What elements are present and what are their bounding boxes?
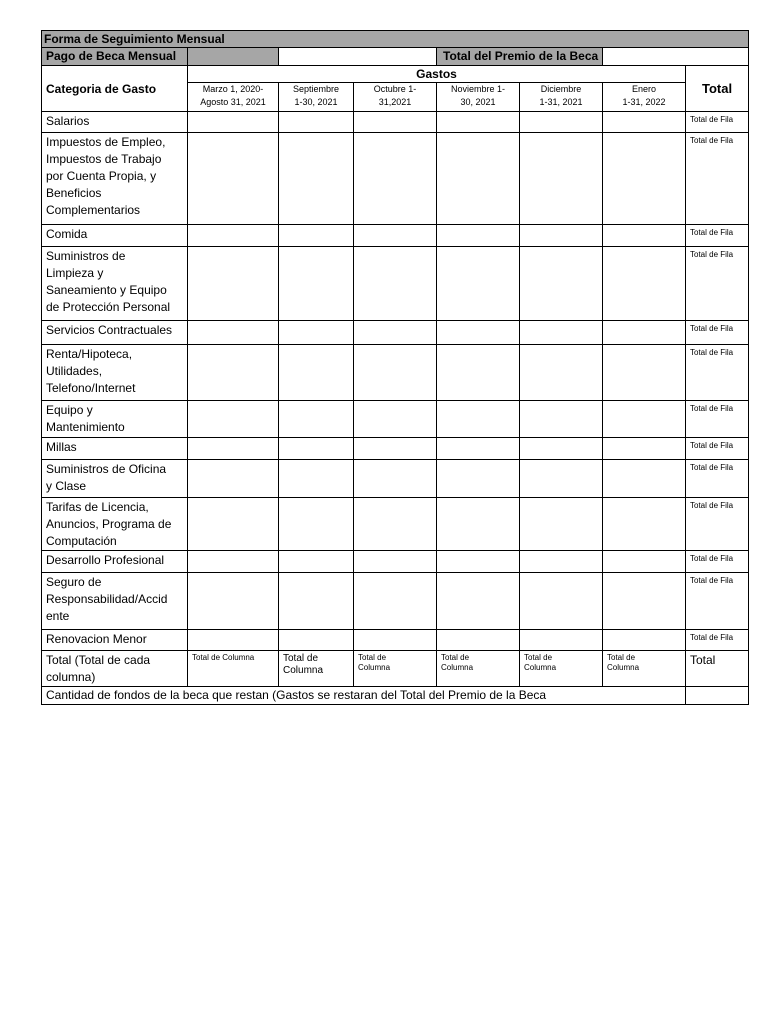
expense-cell[interactable] (520, 438, 603, 460)
expense-cell[interactable] (437, 573, 520, 630)
expense-cell[interactable] (354, 573, 437, 630)
expense-cell[interactable] (437, 460, 520, 498)
expense-cell[interactable] (279, 460, 354, 498)
category-line: ente (46, 609, 70, 623)
expense-cell[interactable] (354, 225, 437, 247)
period-line: 30, 2021 (460, 97, 496, 107)
column-total-line: Total de (441, 653, 470, 662)
period-line: 1-30, 2021 (294, 97, 338, 107)
row-total[interactable]: Total de Fila (686, 551, 749, 573)
expense-cell[interactable] (520, 401, 603, 438)
category-line: Servicios Contractuales (46, 323, 173, 337)
grand-total[interactable]: Total (686, 651, 749, 687)
expense-cell[interactable] (279, 225, 354, 247)
gastos-header: Gastos (188, 66, 686, 83)
category-header: Categoria de Gasto (42, 66, 188, 112)
expense-cell[interactable] (188, 551, 279, 573)
expense-cell[interactable] (520, 321, 603, 345)
expense-cell[interactable] (603, 133, 686, 225)
expense-cell[interactable] (437, 345, 520, 401)
expense-category (42, 401, 188, 438)
expense-cell[interactable] (188, 438, 279, 460)
category-line: Telefono/Internet (46, 381, 136, 395)
expense-category (42, 225, 188, 247)
expense-category (42, 247, 188, 321)
expense-cell[interactable] (520, 573, 603, 630)
expense-cell[interactable] (188, 133, 279, 225)
period-line: Enero (631, 84, 657, 94)
row-total[interactable]: Total de Fila (686, 460, 749, 498)
row-total[interactable]: Total de Fila (686, 247, 749, 321)
period-header (279, 83, 354, 112)
expense-cell[interactable] (188, 630, 279, 651)
period-line: Octubre 1- (373, 84, 417, 94)
expense-cell[interactable] (520, 225, 603, 247)
expense-cell[interactable] (279, 133, 354, 225)
category-line: Tarifas de Licencia, (46, 500, 149, 514)
expense-row (42, 551, 749, 573)
expense-cell[interactable] (437, 630, 520, 651)
category-line: Equipo y (46, 403, 93, 417)
expense-category (42, 498, 188, 551)
total-row-line: Total (Total de cada (46, 653, 151, 667)
row-total[interactable]: Total de Fila (686, 345, 749, 401)
column-total-line: Columna (607, 663, 640, 672)
expense-cell[interactable] (188, 401, 279, 438)
expense-row (42, 438, 749, 460)
expense-cell[interactable] (354, 112, 437, 133)
category-line: Beneficios (46, 186, 102, 200)
premio-value-field[interactable] (603, 48, 749, 66)
expense-cell[interactable] (279, 112, 354, 133)
column-total-line: Total de (283, 653, 319, 664)
expense-cell[interactable] (188, 225, 279, 247)
expense-cell[interactable] (279, 630, 354, 651)
category-line: Renta/Hipoteca, (46, 347, 133, 361)
expense-category (42, 438, 188, 460)
expense-cell[interactable] (354, 460, 437, 498)
category-line: Seguro de (46, 575, 102, 589)
category-line: Suministros de Oficina (46, 462, 167, 476)
expense-cell[interactable] (520, 345, 603, 401)
category-line: Computación (46, 534, 117, 548)
expense-cell[interactable] (354, 247, 437, 321)
expense-cell[interactable] (437, 321, 520, 345)
expense-cell[interactable] (188, 247, 279, 321)
column-total-line: Total de Columna (192, 653, 255, 662)
expense-cell[interactable] (603, 345, 686, 401)
expense-cell[interactable] (603, 498, 686, 551)
expense-row (42, 225, 749, 247)
expense-cell[interactable] (437, 133, 520, 225)
category-line: Impuestos de Trabajo (46, 152, 162, 166)
category-line: por Cuenta Propia, y (46, 169, 157, 183)
form-title: Forma de Seguimiento Mensual (42, 31, 749, 48)
expense-cell[interactable] (188, 498, 279, 551)
column-total-line: Total de (607, 653, 636, 662)
row-total[interactable]: Total de Fila (686, 401, 749, 438)
period-header (188, 83, 279, 112)
column-total[interactable] (354, 651, 437, 687)
row-total[interactable]: Total de Fila (686, 133, 749, 225)
expense-cell[interactable] (603, 247, 686, 321)
remaining-funds-label: Cantidad de fondos de la beca que restan (Gastos se restaran del Total del Premio de la Beca (42, 687, 686, 705)
period-header (437, 83, 520, 112)
expense-cell[interactable] (520, 551, 603, 573)
column-total-line: Columna (524, 663, 557, 672)
expense-cell[interactable] (603, 225, 686, 247)
expense-cell[interactable] (520, 498, 603, 551)
remaining-funds-value[interactable] (686, 687, 749, 705)
expense-cell[interactable] (603, 573, 686, 630)
expense-cell[interactable] (354, 345, 437, 401)
expense-cell[interactable] (188, 573, 279, 630)
expense-cell[interactable] (603, 112, 686, 133)
expense-cell[interactable] (279, 247, 354, 321)
category-line: Responsabilidad/Accid (46, 592, 168, 606)
expense-row (42, 321, 749, 345)
expense-cell[interactable] (354, 438, 437, 460)
expense-cell[interactable] (279, 498, 354, 551)
pago-label-fill (188, 48, 279, 66)
expense-cell[interactable] (437, 247, 520, 321)
row-total[interactable]: Total de Fila (686, 630, 749, 651)
expense-cell[interactable] (354, 133, 437, 225)
period-header (354, 83, 437, 112)
category-line: Millas (46, 440, 77, 454)
expense-row (42, 573, 749, 630)
premio-label: Total del Premio de la Beca (437, 48, 603, 66)
category-line: y Clase (46, 479, 87, 493)
row-total[interactable]: Total de Fila (686, 438, 749, 460)
row-total[interactable]: Total de Fila (686, 225, 749, 247)
expense-cell[interactable] (520, 460, 603, 498)
category-line: Limpieza y (46, 266, 104, 280)
expense-cell[interactable] (279, 345, 354, 401)
category-line: Mantenimiento (46, 420, 125, 434)
expense-category (42, 345, 188, 401)
expense-row (42, 630, 749, 651)
column-total[interactable] (520, 651, 603, 687)
expense-cell[interactable] (354, 321, 437, 345)
category-line: Utilidades, (46, 364, 103, 378)
column-total-row (42, 651, 749, 687)
total-row-label (42, 651, 188, 687)
category-line: Desarrollo Profesional (46, 553, 165, 567)
expense-cell[interactable] (437, 551, 520, 573)
expense-cell[interactable] (437, 498, 520, 551)
expense-category (42, 133, 188, 225)
period-line: Diciembre (540, 84, 582, 94)
row-total[interactable]: Total de Fila (686, 112, 749, 133)
pago-label: Pago de Beca Mensual (42, 48, 188, 66)
column-total[interactable] (437, 651, 520, 687)
expense-cell[interactable] (188, 112, 279, 133)
expense-cell[interactable] (279, 438, 354, 460)
period-header (520, 83, 603, 112)
period-line: 1-31, 2021 (539, 97, 583, 107)
expense-cell[interactable] (603, 438, 686, 460)
expense-cell[interactable] (188, 460, 279, 498)
pago-value-field[interactable] (279, 48, 437, 66)
expense-cell[interactable] (520, 247, 603, 321)
expense-row (42, 112, 749, 133)
category-line: Suministros de (46, 249, 126, 263)
column-total[interactable] (279, 651, 354, 687)
expense-cell[interactable] (354, 401, 437, 438)
expense-cell[interactable] (603, 401, 686, 438)
expense-cell[interactable] (437, 438, 520, 460)
column-total-line: Columna (441, 663, 474, 672)
column-total[interactable] (188, 651, 279, 687)
period-line: Noviembre 1- (450, 84, 506, 94)
category-line: Anuncios, Programa de (46, 517, 172, 531)
expense-cell[interactable] (437, 225, 520, 247)
expense-cell[interactable] (520, 133, 603, 225)
expense-row (42, 247, 749, 321)
expense-cell[interactable] (188, 321, 279, 345)
total-header: Total (686, 66, 749, 112)
period-line: Septiembre (292, 84, 340, 94)
column-total-line: Total de (358, 653, 387, 662)
expense-cell[interactable] (354, 630, 437, 651)
expense-cell[interactable] (279, 551, 354, 573)
expense-cell[interactable] (603, 551, 686, 573)
expense-cell[interactable] (520, 112, 603, 133)
expense-cell[interactable] (603, 321, 686, 345)
expense-category (42, 573, 188, 630)
expense-row (42, 498, 749, 551)
period-line: Marzo 1, 2020- (202, 84, 264, 94)
expense-cell[interactable] (354, 551, 437, 573)
category-line: de Protección Personal (46, 300, 171, 314)
category-line: Saneamiento y Equipo (46, 283, 167, 297)
expense-cell[interactable] (437, 112, 520, 133)
period-line: 31,2021 (378, 97, 412, 107)
expense-row (42, 133, 749, 225)
category-line: Impuestos de Empleo, (46, 135, 166, 149)
remaining-funds-row (42, 687, 749, 705)
expense-cell[interactable] (520, 630, 603, 651)
tracking-form-table (41, 30, 749, 705)
expense-cell[interactable] (603, 460, 686, 498)
expense-cell[interactable] (188, 345, 279, 401)
expense-category (42, 460, 188, 498)
category-line: Renovacion Menor (46, 632, 147, 646)
column-total[interactable] (603, 651, 686, 687)
expense-cell[interactable] (279, 401, 354, 438)
category-line: Salarios (46, 114, 90, 128)
expense-cell[interactable] (279, 573, 354, 630)
expense-row (42, 401, 749, 438)
expense-cell[interactable] (437, 401, 520, 438)
column-total-line: Columna (283, 665, 324, 676)
period-line: 1-31, 2022 (622, 97, 666, 107)
column-total-line: Total de (524, 653, 553, 662)
expense-cell[interactable] (279, 321, 354, 345)
expense-category (42, 630, 188, 651)
total-row-line: columna) (46, 670, 96, 684)
expense-row (42, 460, 749, 498)
expense-category (42, 112, 188, 133)
period-line: Agosto 31, 2021 (200, 97, 266, 107)
expense-cell[interactable] (354, 498, 437, 551)
expense-category (42, 551, 188, 573)
expense-row (42, 345, 749, 401)
category-line: Complementarios (46, 203, 141, 217)
row-total[interactable]: Total de Fila (686, 321, 749, 345)
period-header (603, 83, 686, 112)
row-total[interactable]: Total de Fila (686, 498, 749, 551)
row-total[interactable]: Total de Fila (686, 573, 749, 630)
category-line: Comida (46, 227, 88, 241)
expense-category (42, 321, 188, 345)
column-total-line: Columna (358, 663, 391, 672)
expense-cell[interactable] (603, 630, 686, 651)
